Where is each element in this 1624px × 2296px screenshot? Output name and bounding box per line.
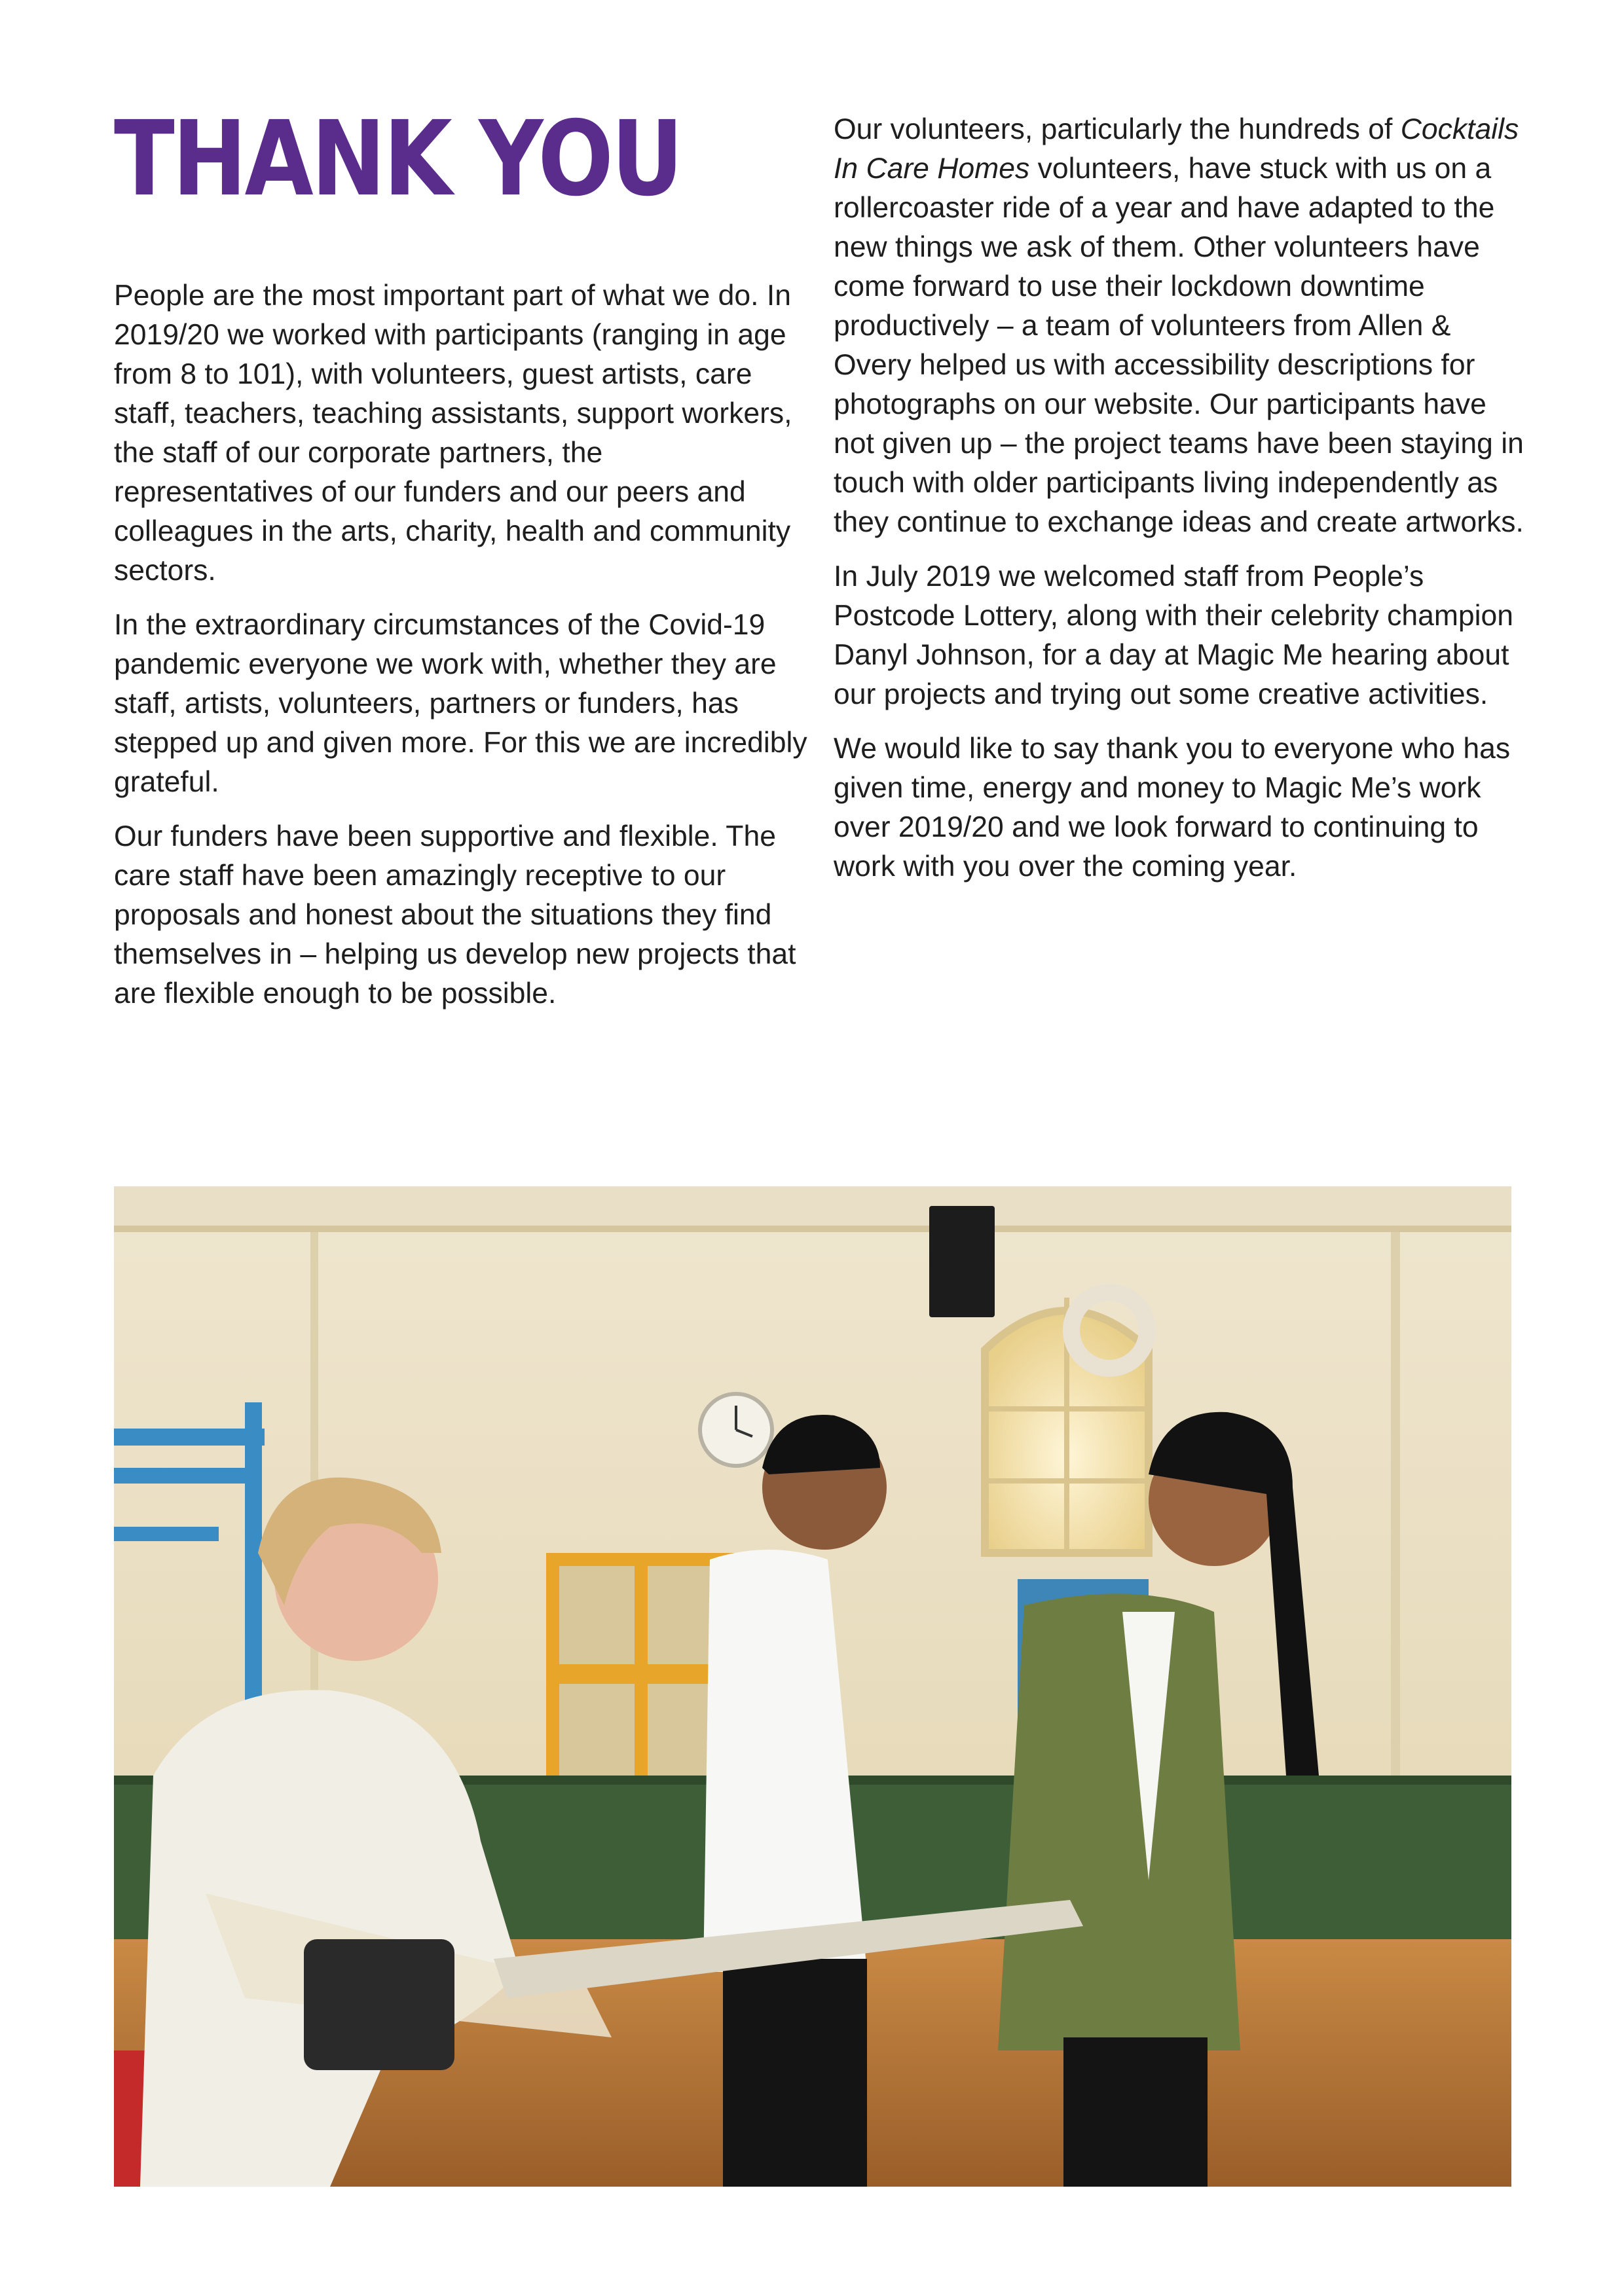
paragraph-funders: Our funders have been supportive and flexible. The care staff have been amazingly receptive to our proposals and honest about the situations they find themselves in – helping us develop new projects that are flexible enough to be possible. [114, 820, 796, 1010]
paragraph-volunteers [834, 110, 1528, 542]
right-text-column [834, 110, 1528, 902]
photo-intergenerational-activity [114, 1186, 1511, 2187]
paragraph-thank-everyone: We would like to say thank you to everyone who has given time, energy and money to Magic Me’s work over 2019/20 and we look forward to continuing to work with you over the coming year. [834, 733, 1511, 883]
paragraph-people: People are the most important part of what we do. In 2019/20 we worked with participants (ranging in age from 8 to 101), with volunteers, guest artists, care staff, teachers, teaching assistants, support workers, the staff of our corporate partners, the representatives of our funders and our peers and colleagues in the arts, charity, health and community sectors. [114, 280, 792, 587]
volunteers-text-end: volunteers, have stuck with us on a rollercoaster ride of a year and have adapted to the new things we ask of them. Other volunteers have come forward to use their lockdown downtime productively – a team of volunteers from Allen & Overy helped us with accessibility descriptions for photographs on our website. Our participants have not given up – the project teams have been staying in touch with older participants living independently as they continue to exchange ideas and create artworks. [834, 153, 1524, 538]
paragraph-pandemic: In the extraordinary circumstances of the Covid-19 pandemic everyone we work with, whether they are staff, artists, volunteers, partners or funders, has stepped up and given more. For this we are incredibly grateful. [114, 609, 807, 798]
volunteers-text-start: Our volunteers, particularly the hundreds of [834, 113, 1393, 145]
cocktails-in-care-homes-italic: Cocktails In Care Homes [834, 113, 1519, 185]
page-title: THANK YOU [114, 99, 682, 219]
left-text-column [114, 276, 808, 1029]
paragraph-postcode-lottery: In July 2019 we welcomed staff from People’s Postcode Lottery, along with their celebrity champion Danyl Johnson, for a day at Magic Me hearing about our projects and trying out some creative activities. [834, 560, 1514, 710]
